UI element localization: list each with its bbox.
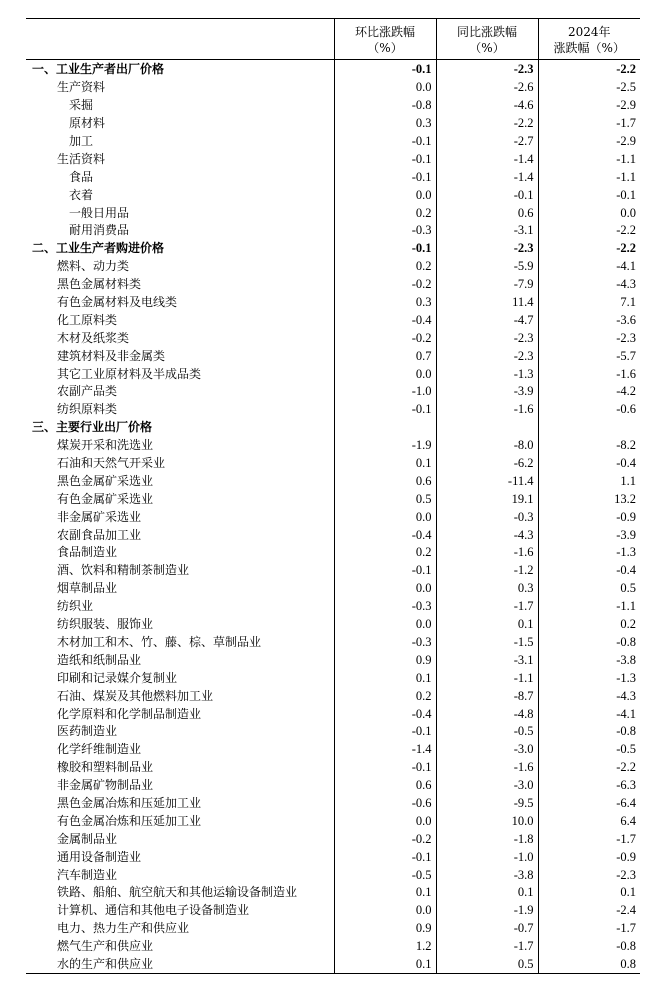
table-row: [26, 920, 640, 938]
row-label: 生产资料: [26, 79, 334, 97]
yoy-value: 11.4: [436, 294, 538, 312]
yoy-value: -2.3: [436, 240, 538, 258]
table-row: [26, 651, 640, 669]
row-label: 有色金属冶炼和压延加工业: [26, 812, 334, 830]
table-row: [26, 115, 640, 133]
mom-value: [334, 419, 436, 437]
mom-value: -0.8: [334, 97, 436, 115]
yoy-value: -9.5: [436, 795, 538, 813]
mom-value: 0.0: [334, 365, 436, 383]
row-label: 印刷和记录媒介复制业: [26, 669, 334, 687]
row-label: 金属制品业: [26, 830, 334, 848]
section-row: [26, 60, 640, 79]
yoy-value: -1.4: [436, 150, 538, 168]
yoy-value: -4.6: [436, 97, 538, 115]
yoy-value: -2.3: [436, 347, 538, 365]
row-label: 木材及纸浆类: [26, 329, 334, 347]
row-label: 水的生产和供应业: [26, 956, 334, 974]
header-row: [26, 19, 640, 60]
yoy-value: -2.3: [436, 329, 538, 347]
table-row: [26, 902, 640, 920]
ytd-value: -2.3: [616, 330, 636, 345]
ytd-value: -4.3: [616, 688, 636, 703]
ytd-value: -0.9: [616, 849, 636, 864]
ytd-value: 0.1: [620, 885, 636, 900]
mom-value: 0.2: [334, 687, 436, 705]
yoy-value: -3.9: [436, 383, 538, 401]
yoy-value: 0.5: [436, 956, 538, 974]
table-row: [26, 956, 640, 974]
table-row: [26, 705, 640, 723]
ytd-value: -3.9: [616, 527, 636, 542]
table-row: [26, 490, 640, 508]
ytd-value: 0.5: [620, 581, 636, 596]
yoy-value: -2.3: [436, 60, 538, 79]
table-row: [26, 455, 640, 473]
header-ytd-change: [538, 19, 640, 60]
yoy-value: -1.3: [436, 365, 538, 383]
row-label: 酒、饮料和精制茶制造业: [26, 562, 334, 580]
ytd-value: 0.8: [538, 956, 640, 974]
yoy-value: -1.6: [436, 544, 538, 562]
yoy-value: -6.2: [436, 455, 538, 473]
table-body: [26, 60, 640, 974]
mom-value: 0.0: [334, 79, 436, 97]
ytd-value: -0.4: [616, 456, 636, 471]
row-label: 非金属矿采选业: [26, 508, 334, 526]
ytd-value: -4.3: [616, 277, 636, 292]
ytd-value: -0.5: [616, 742, 636, 757]
table-row: [26, 508, 640, 526]
table-row: [26, 777, 640, 795]
yoy-value: -1.8: [436, 830, 538, 848]
mom-value: -0.1: [334, 848, 436, 866]
table-row: [26, 383, 640, 401]
table-row: [26, 616, 640, 634]
yoy-value: 19.1: [436, 490, 538, 508]
row-label: 汽车制造业: [26, 866, 334, 884]
ytd-value: -4.1: [616, 706, 636, 721]
ytd-value: 0.2: [620, 617, 636, 632]
mom-value: -1.9: [334, 437, 436, 455]
row-label: 有色金属材料及电线类: [26, 294, 334, 312]
ytd-value: -1.3: [616, 545, 636, 560]
price-index-table-container: [26, 18, 640, 974]
mom-value: -0.2: [334, 830, 436, 848]
row-label: 电力、热力生产和供应业: [26, 920, 334, 938]
yoy-value: -0.7: [436, 920, 538, 938]
ytd-value: -2.9: [616, 134, 636, 148]
mom-value: -0.4: [334, 705, 436, 723]
table-row: [26, 598, 640, 616]
header-ytd-year: 2024年: [567, 25, 611, 39]
table-row: [26, 79, 640, 97]
mom-value: -0.5: [334, 866, 436, 884]
mom-value: -0.1: [334, 759, 436, 777]
mom-value: 0.0: [334, 812, 436, 830]
table-row: [26, 294, 640, 312]
row-label: 纺织服装、服饰业: [26, 616, 334, 634]
mom-value: -0.2: [334, 276, 436, 294]
row-label: 烟草制品业: [26, 580, 334, 598]
table-row: [26, 329, 640, 347]
yoy-value: -1.6: [436, 401, 538, 419]
yoy-value: -4.3: [436, 526, 538, 544]
ytd-value: -0.6: [616, 402, 636, 417]
yoy-value: -5.9: [436, 258, 538, 276]
ytd-value: -1.7: [616, 831, 636, 846]
ytd-value: -0.4: [616, 563, 636, 578]
row-label: 铁路、船舶、航空航天和其他运输设备制造业: [26, 884, 334, 902]
ytd-value: -1.3: [616, 670, 636, 685]
yoy-value: -1.1: [436, 669, 538, 687]
mom-value: -0.3: [334, 634, 436, 652]
yoy-value: -3.1: [436, 222, 538, 240]
yoy-value: 0.1: [436, 884, 538, 902]
ytd-value: -0.1: [616, 187, 636, 202]
table-row: [26, 133, 640, 151]
row-label: 加工: [26, 133, 334, 151]
ytd-value: -1.1: [616, 169, 636, 184]
mom-value: -0.1: [334, 60, 436, 79]
table-row: [26, 812, 640, 830]
row-label: 其它工业原材料及半成品类: [26, 365, 334, 383]
mom-value: 0.3: [334, 115, 436, 133]
table-row: [26, 723, 640, 741]
ytd-value: -2.5: [616, 80, 636, 95]
yoy-value: -4.8: [436, 705, 538, 723]
yoy-value: -3.8: [436, 866, 538, 884]
yoy-value: -3.1: [436, 651, 538, 669]
table-row: [26, 669, 640, 687]
mom-value: 0.5: [334, 490, 436, 508]
row-label: 黑色金属材料类: [26, 276, 334, 294]
mom-value: -0.3: [334, 598, 436, 616]
ytd-value: -1.1: [616, 599, 636, 614]
table-row: [26, 759, 640, 777]
yoy-value: -7.9: [436, 276, 538, 294]
mom-value: 0.2: [334, 544, 436, 562]
table-row: [26, 311, 640, 329]
row-label: 通用设备制造业: [26, 848, 334, 866]
row-label: 耐用消费品: [26, 222, 334, 240]
mom-value: -0.1: [334, 401, 436, 419]
row-label: 有色金属矿采选业: [26, 490, 334, 508]
table-row: [26, 526, 640, 544]
ytd-value: -6.3: [616, 778, 636, 793]
table-row: [26, 866, 640, 884]
mom-value: -1.4: [334, 741, 436, 759]
row-label: 建筑材料及非金属类: [26, 347, 334, 365]
mom-value: 0.1: [334, 956, 436, 974]
yoy-value: -2.7: [436, 133, 538, 151]
row-label: 化学纤维制造业: [26, 741, 334, 759]
ytd-value: [538, 419, 640, 437]
mom-value: -0.1: [334, 150, 436, 168]
table-row: [26, 830, 640, 848]
row-label: 燃气生产和供应业: [26, 938, 334, 956]
yoy-value: -1.7: [436, 938, 538, 956]
yoy-value: -1.2: [436, 562, 538, 580]
row-label: 计算机、通信和其他电子设备制造业: [26, 902, 334, 920]
yoy-value: 0.3: [436, 580, 538, 598]
section-label: 三、主要行业出厂价格: [26, 419, 334, 437]
ytd-value: -2.3: [616, 867, 636, 882]
ytd-value: -8.2: [616, 438, 636, 453]
row-label: 食品制造业: [26, 544, 334, 562]
table-row: [26, 186, 640, 204]
yoy-value: -3.0: [436, 741, 538, 759]
mom-value: -0.1: [334, 168, 436, 186]
row-label: 医药制造业: [26, 723, 334, 741]
table-row: [26, 204, 640, 222]
table-row: [26, 276, 640, 294]
row-label: 黑色金属冶炼和压延加工业: [26, 795, 334, 813]
row-label: 生活资料: [26, 150, 334, 168]
yoy-value: -3.0: [436, 777, 538, 795]
yoy-value: -1.9: [436, 902, 538, 920]
header-yoy-title: 同比涨跌幅: [456, 25, 517, 39]
header-yoy-unit: （%）: [469, 41, 505, 55]
yoy-value: -0.3: [436, 508, 538, 526]
mom-value: -1.0: [334, 383, 436, 401]
mom-value: 0.0: [334, 580, 436, 598]
row-label: 石油和天然气开采业: [26, 455, 334, 473]
table-row: [26, 938, 640, 956]
mom-value: -0.6: [334, 795, 436, 813]
ytd-value: 6.4: [620, 813, 636, 828]
ytd-value: -2.2: [616, 241, 636, 256]
row-label: 原材料: [26, 115, 334, 133]
yoy-value: -4.7: [436, 311, 538, 329]
ytd-value: -3.8: [616, 652, 636, 667]
ytd-value: -3.6: [616, 312, 636, 327]
table-row: [26, 97, 640, 115]
mom-value: 0.0: [334, 902, 436, 920]
mom-value: -0.1: [334, 723, 436, 741]
row-label: 橡胶和塑料制品业: [26, 759, 334, 777]
row-label: 农副产品类: [26, 383, 334, 401]
yoy-value: 0.6: [436, 204, 538, 222]
mom-value: -0.4: [334, 311, 436, 329]
table-row: [26, 634, 640, 652]
table-row: [26, 795, 640, 813]
table-row: [26, 401, 640, 419]
ytd-value: -2.2: [616, 62, 636, 77]
table-row: [26, 347, 640, 365]
table-row: [26, 562, 640, 580]
mom-value: 0.0: [334, 186, 436, 204]
table-row: [26, 884, 640, 902]
mom-value: -0.1: [334, 240, 436, 258]
section-row: [26, 240, 640, 258]
section-row: [26, 419, 640, 437]
mom-value: 0.7: [334, 347, 436, 365]
mom-value: 0.1: [334, 884, 436, 902]
ytd-value: -1.7: [616, 116, 636, 131]
yoy-value: 0.1: [436, 616, 538, 634]
yoy-value: -1.5: [436, 634, 538, 652]
table-row: [26, 168, 640, 186]
header-mom-title: 环比涨跌幅: [354, 25, 415, 39]
ytd-value: -1.6: [616, 366, 636, 381]
section-label: 二、工业生产者购进价格: [26, 240, 334, 258]
table-row: [26, 580, 640, 598]
yoy-value: -1.6: [436, 759, 538, 777]
ytd-value: 7.1: [620, 295, 636, 310]
row-label: 衣着: [26, 186, 334, 204]
table-header: [26, 19, 640, 60]
row-label: 燃料、动力类: [26, 258, 334, 276]
yoy-value: -2.6: [436, 79, 538, 97]
table-row: [26, 365, 640, 383]
table-row: [26, 258, 640, 276]
header-ytd-unit: 涨跌幅（%）: [553, 41, 625, 55]
ytd-value: 0.0: [620, 205, 636, 220]
ytd-value: -0.8: [616, 724, 636, 739]
yoy-value: -2.2: [436, 115, 538, 133]
header-yoy-change: [436, 19, 538, 60]
table-row: [26, 687, 640, 705]
table-row: [26, 437, 640, 455]
mom-value: 0.3: [334, 294, 436, 312]
mom-value: 0.2: [334, 258, 436, 276]
mom-value: 0.6: [334, 472, 436, 490]
ytd-value: -1.7: [616, 921, 636, 936]
mom-value: 0.0: [334, 508, 436, 526]
ytd-value: -6.4: [616, 795, 636, 810]
mom-value: -0.4: [334, 526, 436, 544]
header-blank-cell: [26, 19, 334, 60]
ytd-value: -1.1: [616, 151, 636, 166]
ytd-value: -2.4: [616, 903, 636, 918]
row-label: 造纸和纸制品业: [26, 651, 334, 669]
mom-value: 0.1: [334, 669, 436, 687]
ytd-value: -0.8: [616, 939, 636, 954]
mom-value: -0.1: [334, 562, 436, 580]
mom-value: -0.1: [334, 133, 436, 151]
yoy-value: -0.5: [436, 723, 538, 741]
ytd-value: -4.1: [616, 259, 636, 274]
mom-value: 0.9: [334, 920, 436, 938]
table-row: [26, 150, 640, 168]
ytd-value: -4.2: [616, 384, 636, 399]
price-index-table: [26, 18, 640, 974]
mom-value: 0.9: [334, 651, 436, 669]
table-row: [26, 222, 640, 240]
row-label: 非金属矿物制品业: [26, 777, 334, 795]
row-label: 一般日用品: [26, 204, 334, 222]
yoy-value: -8.7: [436, 687, 538, 705]
header-mom-unit: （%）: [367, 41, 403, 55]
header-mom-change: [334, 19, 436, 60]
yoy-value: -11.4: [436, 472, 538, 490]
row-label: 石油、煤炭及其他燃料加工业: [26, 687, 334, 705]
section-label: 一、工业生产者出厂价格: [26, 60, 334, 79]
table-row: [26, 741, 640, 759]
row-label: 煤炭开采和洗选业: [26, 437, 334, 455]
row-label: 化学原料和化学制品制造业: [26, 705, 334, 723]
mom-value: 0.2: [334, 204, 436, 222]
ytd-value: -2.9: [616, 98, 636, 113]
yoy-value: -8.0: [436, 437, 538, 455]
row-label: 纺织原料类: [26, 401, 334, 419]
row-label: 采掘: [26, 97, 334, 115]
table-row: [26, 472, 640, 490]
row-label: 农副食品加工业: [26, 526, 334, 544]
ytd-value: -2.2: [616, 223, 636, 238]
mom-value: 1.2: [334, 938, 436, 956]
yoy-value: -1.7: [436, 598, 538, 616]
table-row: [26, 544, 640, 562]
row-label: 食品: [26, 168, 334, 186]
ytd-value: -0.9: [616, 509, 636, 524]
row-label: 木材加工和木、竹、藤、棕、草制品业: [26, 634, 334, 652]
ytd-value: -2.2: [616, 760, 636, 775]
row-label: 化工原料类: [26, 311, 334, 329]
mom-value: 0.6: [334, 777, 436, 795]
ytd-value: 13.2: [614, 491, 636, 506]
ytd-value: 1.1: [620, 473, 636, 488]
yoy-value: -1.4: [436, 168, 538, 186]
mom-value: -0.3: [334, 222, 436, 240]
yoy-value: 10.0: [436, 812, 538, 830]
yoy-value: -0.1: [436, 186, 538, 204]
mom-value: -0.2: [334, 329, 436, 347]
yoy-value: -1.0: [436, 848, 538, 866]
table-row: [26, 848, 640, 866]
ytd-value: -0.8: [616, 634, 636, 649]
row-label: 黑色金属矿采选业: [26, 472, 334, 490]
row-label: 纺织业: [26, 598, 334, 616]
ytd-value: -5.7: [616, 348, 636, 363]
mom-value: 0.1: [334, 455, 436, 473]
mom-value: 0.0: [334, 616, 436, 634]
yoy-value: [436, 419, 538, 437]
